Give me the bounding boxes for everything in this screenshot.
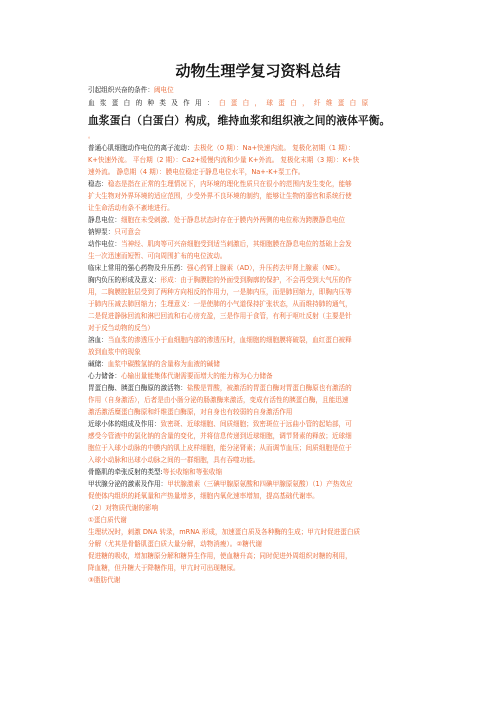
text-line: 稳态：稳态是指在正常的生理情况下，内环境的理化性质只在很小的范围内发生变化，能够 xyxy=(88,180,352,188)
text-line: 用，二胸膜腔脏层受到了两种方向相反的作用力，一是肺内压，而是肺回缩力，即胸内压等 xyxy=(88,288,352,296)
text-line: 碱储：血浆中碳酸氢钠的含量称为血液的碱储 xyxy=(88,360,220,368)
highlight-line: 血浆蛋白（白蛋白）构成，维持血浆和组织液之间的液体平衡。 xyxy=(88,114,391,127)
page-title: 动物生理学复习资料总结 xyxy=(175,62,341,80)
text-line: 促进糖的吸收，增加糖原分解和糖异生作用，使血糖升高；同时促进外周组织对糖的利用， xyxy=(88,552,352,560)
text-line: 近球小体的组成及作用：致密斑、近球细胞、间质细胞；致密斑位于远曲小管的起始部，可 xyxy=(88,420,352,428)
text-line: 让生命活动有条不紊地进行。 xyxy=(88,204,174,212)
text-line: 血浆蛋白的种类及作用：白蛋白，球蛋白，纤维蛋白原 xyxy=(88,99,374,107)
text-line: 静息电位：细胞在未受刺激、处于静息状态时存在于膜内外两侧的电位称为跨膜静息电位 xyxy=(88,216,346,224)
text-line: 胸内负压的形成及意义：形成：由于胸膜腔的外面受到胸廓的保护，不会再受到大气压的作 xyxy=(88,276,352,284)
text-line: 入球小动脉和出球小动脉之间的一群细胞，具有吞噬功能。 xyxy=(88,456,260,464)
text-line: 生一次迅速而短暂、可向周围扩布的电位波动。 xyxy=(88,252,227,260)
text-line: ③脂肪代谢 xyxy=(88,576,121,584)
text-line: 胞位于入球小动脉的中膜内的肌上皮样细胞，能分泌肾素；从而调节血压；间质细胞是位于 xyxy=(88,444,352,452)
text-line: 放到血浆中的现象 xyxy=(88,348,141,356)
text-line: 激活激活糜蛋白酶原和纤维蛋白酶原，对自身也有较弱的自身激活作用 xyxy=(88,408,293,416)
text-line: 感受今管液中的氯化钠的含量的变化，并将信息传递到近球细胞，调节肾素的释放；近球细 xyxy=(88,432,352,440)
text-line: 二是促进静脉回流和淋巴回流和右心房充盈，三是作用于食管，有利于呕吐反射（主要是针 xyxy=(88,312,352,320)
text-line: 溶血：当血浆的渗透压小于血细胞内部的渗透压时，血细胞的细胞膜将破裂，血红蛋白被释 xyxy=(88,336,352,344)
text-line: 促使体内组织的耗氧量和产热量增多，细胞内氧化速率增加，提高基础代谢率。 xyxy=(88,492,319,500)
text-line: 动作电位：当神经、肌肉等可兴奋细胞受到适当刺激后，其细胞膜在静息电位的基础上会发 xyxy=(88,240,352,248)
text-line: 临床上常用的强心药物及升压药：强心药肾上腺素（AD），升压药去甲肾上腺素（NE）。 xyxy=(88,264,345,272)
text-line: 分解（尤其是骨骼肌蛋白质大量分解，动物消瘦）。②糖代谢 xyxy=(88,540,263,548)
text-line: K+快速外流。 平台期（2 期）：Ca2+缓慢内流和少量 K+外流。 复极化末期（3 期）：K+快 xyxy=(88,156,360,164)
text-line: 对于反刍动物的反刍） xyxy=(88,324,154,332)
text-line: ①蛋白质代谢 xyxy=(88,516,127,524)
text-line: 普通心肌细胞动作电位的离子流动：去极化（0 期）：Na+快速内流。 复极化初期（1 期）： xyxy=(88,144,355,152)
text-line: 扩大生物对外界环境的适应范围，少受外界不良环境的制约，能够让生物的器官和系统行使 xyxy=(88,192,352,200)
text-line: 于肺内压减去肺回缩力；生理意义：一是使肺的小气道保持扩张状态，从而维持肺的通气， xyxy=(88,300,352,308)
text-line: 甲状腺分泌的激素及作用：甲状腺激素（三碘甲腺原氨酸和四碘甲腺原氨酸）（1）产热效应 xyxy=(88,480,353,488)
text-line: 降血糖，但升糖大于降糖作用，甲亢时可出现糖尿。 xyxy=(88,564,240,572)
text-line: 骨骼肌的牵张反射的类型:等长收缩和等张收缩 xyxy=(88,468,223,476)
text-line: 钠钾泵：只可意会 xyxy=(88,228,141,236)
text-line: 胃蛋白酶、胰蛋白酶原的激活物：盐酸是胃酸，被激活的胃蛋白酶对胃蛋白酶原也有激活的 xyxy=(88,384,352,392)
text-line: 速外流。 静息期（4 期）：膜电位稳定于静息电位水平，Na+-K+泵工作。 xyxy=(88,168,305,176)
text-line: 作用（自身激活），后者是由小肠分泌的肠激酶来激活，变成有活性的胰蛋白酶，且能迅速 xyxy=(88,396,349,404)
text-line: 。 xyxy=(88,133,95,140)
text-line: 生理状况时，刺激 DNA 转录，mRNA 形成，加速蛋白质及各种酶的生成；甲亢时促进蛋白质 xyxy=(88,528,361,536)
text-line: 引起组织兴奋的条件：阈电位 xyxy=(88,86,174,94)
text-line: 心力储备：心输出量能集体代谢需要而增大的能力称为心力储备 xyxy=(88,372,273,380)
text-line: （2）对物质代谢的影响 xyxy=(88,504,159,512)
